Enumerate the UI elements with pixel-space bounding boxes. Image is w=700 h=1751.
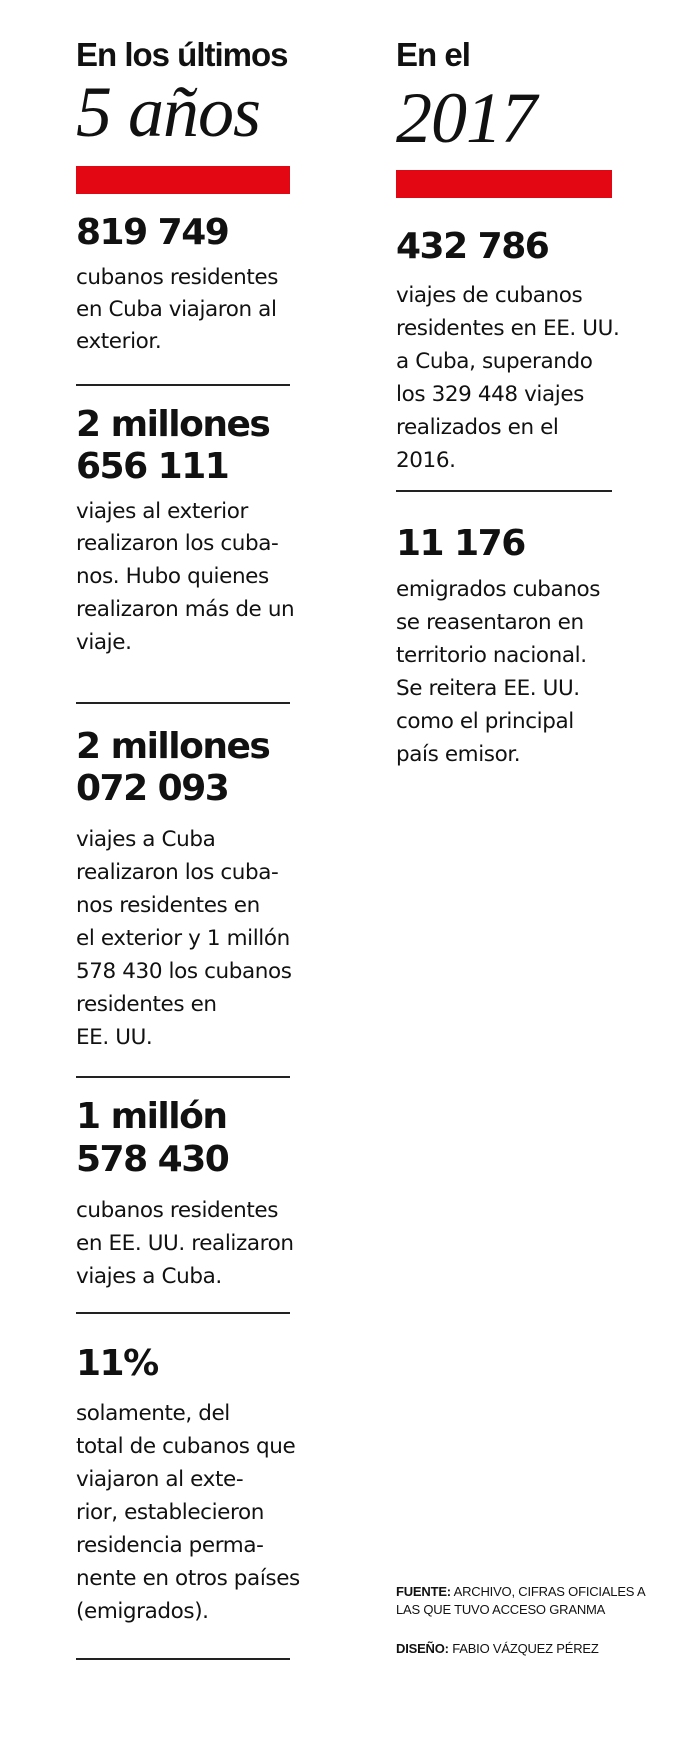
left-heading-small: En los últimos <box>76 36 288 73</box>
divider <box>76 1658 290 1660</box>
stat-text-line: (emigrados). <box>76 1599 209 1624</box>
left-heading-big: 5 años <box>76 72 261 152</box>
stat-text-line: exterior. <box>76 329 162 354</box>
stat-number-line: 656 111 <box>76 446 229 487</box>
stat-text-line: país emisor. <box>396 742 521 767</box>
stat-text-line: residencia perma- <box>76 1533 264 1558</box>
source-credit <box>396 1583 645 1601</box>
left-red-bar <box>76 166 290 194</box>
stat-text-line: el exterior y 1 millón <box>76 926 290 951</box>
design-credit <box>396 1640 599 1658</box>
stat-text-line: viaje. <box>76 630 132 655</box>
divider <box>76 702 290 704</box>
stat-text-line: cubanos residentes <box>76 1198 279 1223</box>
stat-text-line: viajes a Cuba <box>76 827 216 852</box>
stat-text-line: nente en otros países <box>76 1566 300 1591</box>
stat-text-line: realizaron los cuba- <box>76 531 279 556</box>
stat-text-line: a Cuba, superando <box>396 349 593 374</box>
stat-number-line: 578 430 <box>76 1139 229 1180</box>
stat-number-line: 2 millones <box>76 726 270 767</box>
stat-number-line: 072 093 <box>76 768 229 809</box>
stat-text-line: como el principal <box>396 709 574 734</box>
divider <box>76 1076 290 1078</box>
design-text: FABIO VÁZQUEZ PÉREZ <box>448 1641 599 1656</box>
stat-text-line: viajes al exterior <box>76 499 248 524</box>
stat-text-line: emigrados cubanos <box>396 577 601 602</box>
stat-text-line: realizaron los cuba- <box>76 860 279 885</box>
stat-text-line: se reasentaron en <box>396 610 584 635</box>
stat-number-line: 11 176 <box>396 523 525 564</box>
stat-text-line: nos. Hubo quienes <box>76 564 269 589</box>
stat-text-line: en EE. UU. realizaron <box>76 1231 294 1256</box>
design-label: DISEÑO: <box>396 1641 449 1656</box>
stat-text-line: viajes a Cuba. <box>76 1264 222 1289</box>
stat-text-line: residentes en EE. UU. <box>396 316 620 341</box>
stat-text-line: en Cuba viajaron al <box>76 297 277 322</box>
stat-text-line: total de cubanos que <box>76 1434 296 1459</box>
stat-text-line: Se reitera EE. UU. <box>396 676 580 701</box>
stat-text-line: viajes de cubanos <box>396 283 583 308</box>
divider <box>76 384 290 386</box>
right-heading-small: En el <box>396 36 470 73</box>
stat-number-line: 11% <box>76 1343 158 1384</box>
source-credit-line-2 <box>396 1601 605 1619</box>
divider <box>396 490 612 492</box>
source-label: FUENTE: <box>396 1584 451 1599</box>
stat-text-line: nos residentes en <box>76 893 260 918</box>
stat-text-line: los 329 448 viajes <box>396 382 584 407</box>
stat-text-line: realizados en el <box>396 415 559 440</box>
stat-text-line: cubanos residentes <box>76 265 279 290</box>
stat-number-line: 819 749 <box>76 212 229 253</box>
source-text-line: ARCHIVO, CIFRAS OFICIALES A <box>450 1584 646 1599</box>
stat-number-line: 432 786 <box>396 226 549 267</box>
stat-text-line: 578 430 los cubanos <box>76 959 292 984</box>
stat-text-line: 2016. <box>396 448 456 473</box>
stat-text-line: residentes en <box>76 992 217 1017</box>
divider <box>76 1312 290 1314</box>
stat-text-line: solamente, del <box>76 1401 230 1426</box>
stat-text-line: EE. UU. <box>76 1025 153 1050</box>
stat-number-line: 2 millones <box>76 404 270 445</box>
stat-number-line: 1 millón <box>76 1096 227 1137</box>
stat-text-line: viajaron al exte- <box>76 1467 244 1492</box>
right-heading-big: 2017 <box>396 78 536 158</box>
right-red-bar <box>396 170 612 198</box>
stat-text-line: territorio nacional. <box>396 643 587 668</box>
source-text-line: LAS QUE TUVO ACCESO GRANMA <box>396 1602 606 1617</box>
stat-text-line: rior, establecieron <box>76 1500 264 1525</box>
stat-text-line: realizaron más de un <box>76 597 295 622</box>
